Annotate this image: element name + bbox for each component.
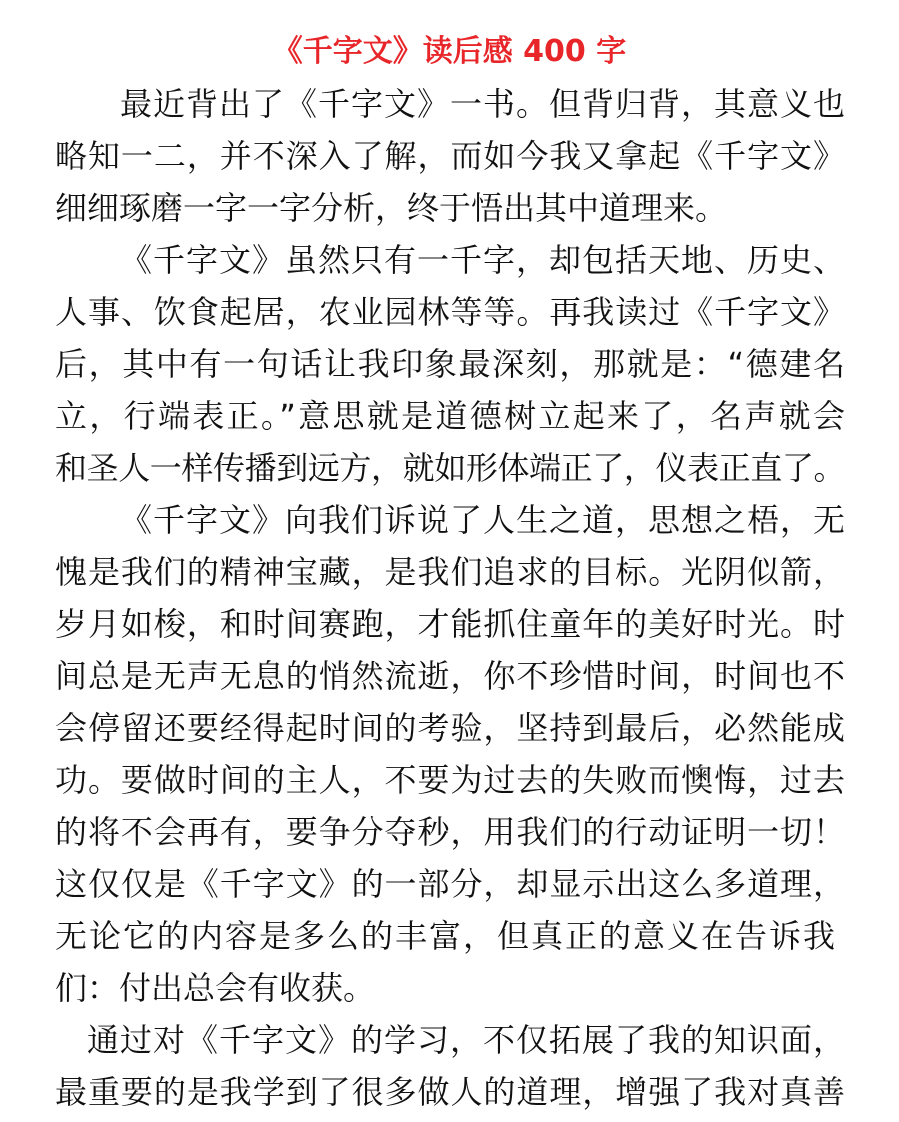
text-line: 立，行端表正。”意思就是道德树立起来了，名声就会	[55, 397, 845, 435]
text-line: 最重要的是我学到了很多做人的道理，增强了我对真善	[55, 1073, 845, 1111]
text-line: 通过对《千字文》的学习，不仅拓展了我的知识面，	[87, 1021, 845, 1059]
text-line: 和圣人一样传播到远方，就如形体端正了，仪表正直了。	[55, 449, 845, 487]
text-line: 《千字文》向我们诉说了人生之道，思想之梧，无	[120, 501, 845, 539]
text-line: 最近背出了《千字文》一书。但背归背，其意义也	[120, 85, 845, 123]
text-line: 无论它的内容是多么的丰富，但真正的意义在告诉我	[55, 917, 838, 955]
text-line: 人事、饮食起居，农业园林等等。再我读过《千字文》	[55, 293, 845, 331]
paragraph-2	[0, 234, 899, 494]
text-line: 《千字文》虽然只有一千字，却包括天地、历史、	[120, 241, 845, 279]
text-line: 这仅仅是《千字文》的一部分，却显示出这么多道理，	[55, 865, 845, 903]
text-line: 后，其中有一句话让我印象最深刻，那就是：“德建名	[55, 345, 845, 383]
paragraph-1	[0, 78, 899, 234]
document-title: 《千字文》读后感 400 字	[272, 34, 627, 69]
text-line: 的将不会再有，要争分夺秒，用我们的行动证明一切！	[55, 813, 845, 851]
text-line: 愧是我们的精神宝藏，是我们追求的目标。光阴似箭，	[55, 553, 845, 591]
text-line: 岁月如梭，和时间赛跑，才能抓住童年的美好时光。时	[55, 605, 845, 643]
paragraph-3	[0, 494, 899, 1014]
text-line: 们：付出总会有收获。	[55, 969, 376, 1007]
text-line: 间总是无声无息的悄然流逝，你不珍惜时间，时间也不	[55, 657, 845, 695]
paragraph-4	[0, 1014, 899, 1118]
text-line: 细细琢磨一字一字分析，终于悟出其中道理来。	[55, 189, 728, 227]
text-line: 功。要做时间的主人，不要为过去的失败而懊悔，过去	[55, 761, 845, 799]
text-line: 会停留还要经得起时间的考验，坚持到最后，必然能成	[55, 709, 845, 747]
text-line: 略知一二，并不深入了解，而如今我又拿起《千字文》	[55, 137, 845, 175]
